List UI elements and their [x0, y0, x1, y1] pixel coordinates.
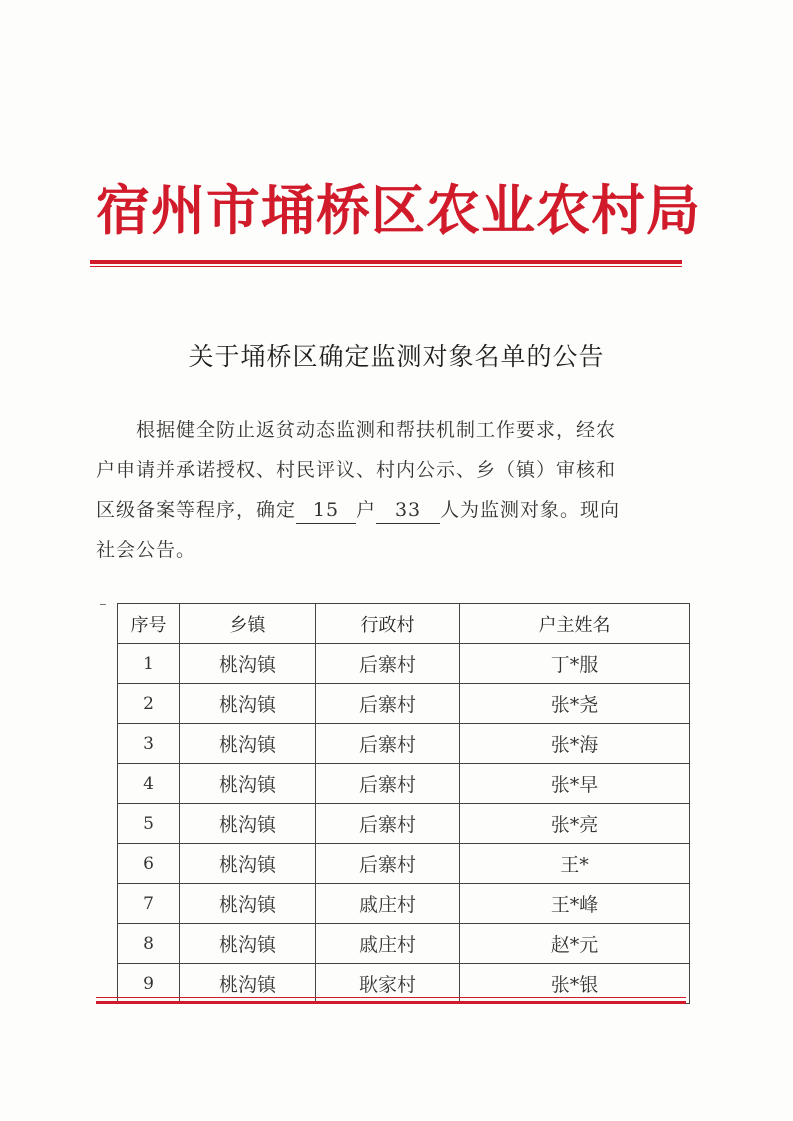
households-count: 15 [296, 497, 356, 524]
table-row [118, 884, 690, 924]
cell-household-head: 张*海 [460, 724, 690, 764]
body-line-2: 户申请并承诺授权、村民评议、村内公示、乡（镇）审核和 [96, 459, 617, 481]
cell-village: 后寨村 [316, 724, 460, 764]
cell-index: 6 [118, 844, 180, 884]
table-row [118, 804, 690, 844]
table-row [118, 644, 690, 684]
cell-township: 桃沟镇 [180, 764, 316, 804]
cell-village: 后寨村 [316, 844, 460, 884]
cell-township: 桃沟镇 [180, 844, 316, 884]
body-line-4: 社会公告。 [96, 539, 197, 561]
cell-household-head: 张*银 [460, 964, 690, 1004]
persons-count: 33 [376, 497, 440, 524]
cell-township: 桃沟镇 [180, 884, 316, 924]
cell-township: 桃沟镇 [180, 924, 316, 964]
table-row [118, 844, 690, 884]
notice-body [96, 410, 696, 570]
header-township: 乡镇 [180, 604, 316, 644]
cell-index: 5 [118, 804, 180, 844]
agency-letterhead: 宿州市埇桥区农业农村局 [96, 178, 701, 242]
cell-index: 2 [118, 684, 180, 724]
cell-village: 戚庄村 [316, 884, 460, 924]
cell-index: 4 [118, 764, 180, 804]
cell-household-head: 丁*服 [460, 644, 690, 684]
cell-index: 9 [118, 964, 180, 1004]
cell-township: 桃沟镇 [180, 724, 316, 764]
cell-household-head: 王*峰 [460, 884, 690, 924]
cell-village: 戚庄村 [316, 924, 460, 964]
cell-household-head: 赵*元 [460, 924, 690, 964]
cell-index: 3 [118, 724, 180, 764]
header-index: 序号 [118, 604, 180, 644]
cell-village: 后寨村 [316, 804, 460, 844]
cell-village: 后寨村 [316, 644, 460, 684]
header-household-head: 户主姓名 [460, 604, 690, 644]
cell-household-head: 张*亮 [460, 804, 690, 844]
table-row [118, 764, 690, 804]
cell-household-head: 王* [460, 844, 690, 884]
footer-red-rule [96, 1001, 686, 1004]
cell-township: 桃沟镇 [180, 684, 316, 724]
cell-township: 桃沟镇 [180, 644, 316, 684]
edge-mark [100, 604, 106, 605]
cell-township: 桃沟镇 [180, 804, 316, 844]
cell-village: 后寨村 [316, 764, 460, 804]
cell-index: 1 [118, 644, 180, 684]
monitoring-list-table [117, 603, 690, 1004]
cell-township: 桃沟镇 [180, 964, 316, 1004]
body-line-1: 根据健全防止返贫动态监测和帮扶机制工作要求，经农 [136, 419, 617, 441]
table-header-row [118, 604, 690, 644]
body-line-3: 区级备案等程序，确定 15 户 33 人为监测对象。现向 [96, 490, 696, 530]
cell-index: 7 [118, 884, 180, 924]
cell-village: 后寨村 [316, 684, 460, 724]
header-village: 行政村 [316, 604, 460, 644]
table-row [118, 924, 690, 964]
notice-title: 关于埇桥区确定监测对象名单的公告 [188, 342, 605, 371]
table-row [118, 724, 690, 764]
table-row [118, 684, 690, 724]
cell-household-head: 张*早 [460, 764, 690, 804]
letterhead-red-rule [90, 260, 682, 264]
cell-village: 耿家村 [316, 964, 460, 1004]
cell-index: 8 [118, 924, 180, 964]
cell-household-head: 张*尧 [460, 684, 690, 724]
